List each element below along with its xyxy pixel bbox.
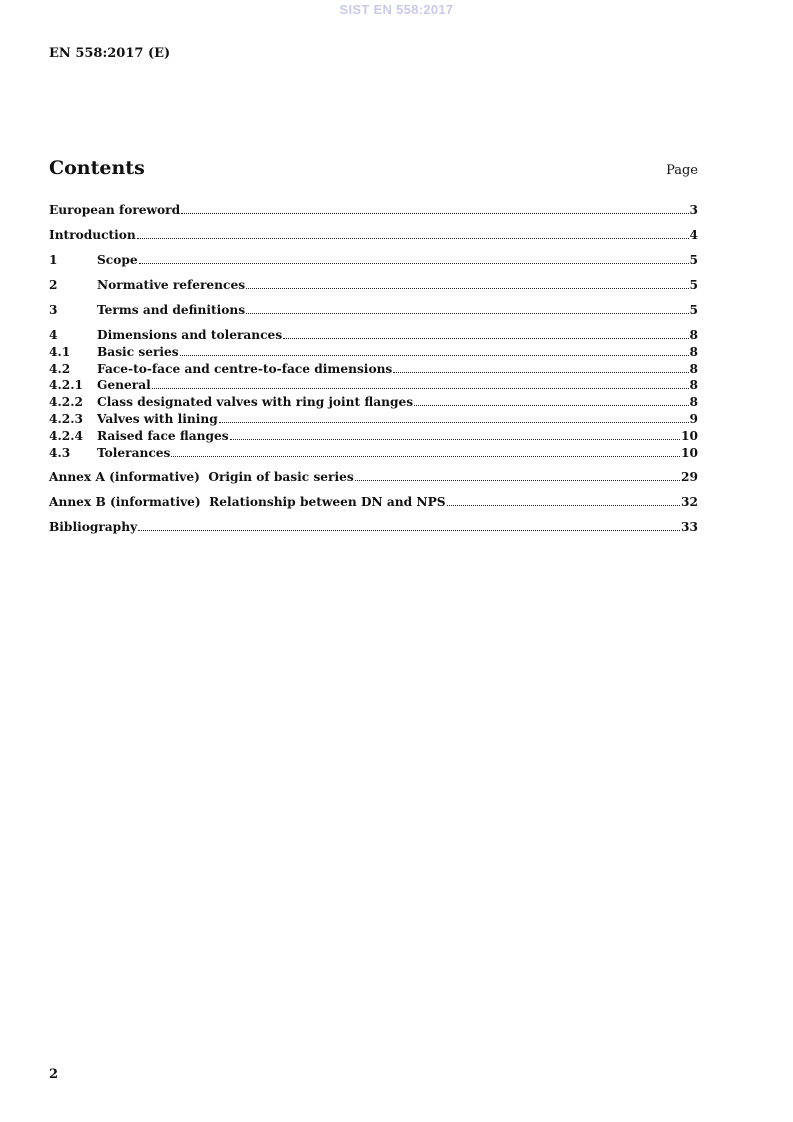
toc-entry-title: Annex A (informative) Origin of basic series <box>49 470 354 485</box>
toc-entry-number: 2 <box>49 277 58 292</box>
toc-entry-number: 3 <box>49 302 58 317</box>
leader-dots <box>181 201 688 214</box>
toc-entry[interactable] <box>49 201 698 218</box>
toc-entry-title: Basic series <box>97 344 179 359</box>
toc-entry-title: European foreword <box>49 203 181 217</box>
toc-entry-title: Class designated valves with ring joint flanges <box>97 395 414 410</box>
toc-entry-title: Introduction <box>49 227 136 242</box>
toc-entry[interactable] <box>49 410 698 427</box>
toc-entry-page: 33 <box>681 520 698 535</box>
leader-dots <box>138 518 680 531</box>
toc-entry-page: 10 <box>681 428 698 443</box>
toc-entry-page: 5 <box>689 252 698 267</box>
toc-entry[interactable] <box>49 468 698 485</box>
toc-entry[interactable] <box>49 251 698 268</box>
toc-entry[interactable] <box>49 518 698 535</box>
toc-entry-number: 4.3 <box>49 445 71 460</box>
document-id: EN 558:2017 (E) <box>49 46 171 61</box>
leader-dots <box>246 301 688 314</box>
toc-entry-title: Bibliography <box>49 520 138 535</box>
toc-entry-title: Tolerances <box>97 445 171 460</box>
toc-entry-number: 4.2.3 <box>49 411 83 426</box>
toc-entry[interactable] <box>49 493 698 510</box>
toc-entry[interactable] <box>49 326 698 343</box>
toc-entry[interactable] <box>49 276 698 293</box>
toc-entry-page: 5 <box>689 277 698 292</box>
toc-entry-page: 5 <box>689 302 698 317</box>
toc-entry[interactable] <box>49 226 698 243</box>
toc-entry-page: 32 <box>681 495 698 510</box>
leader-dots <box>393 360 688 373</box>
toc-entry-page: 10 <box>681 445 698 460</box>
toc-entry-page: 8 <box>689 327 698 342</box>
leader-dots <box>137 226 689 239</box>
toc-entry-page: 8 <box>689 378 698 393</box>
toc-entry-number: 4.2.2 <box>49 395 83 410</box>
toc-entry-number: 1 <box>49 252 58 267</box>
leader-dots <box>230 427 680 440</box>
toc-entry[interactable] <box>49 376 698 393</box>
toc-entry-title: Raised face flanges <box>97 428 229 443</box>
leader-dots <box>283 326 688 339</box>
toc-entry-page: 8 <box>689 344 698 359</box>
leader-dots <box>355 468 680 481</box>
toc-entry-number: 4.1 <box>49 344 71 359</box>
toc-entry[interactable] <box>49 301 698 318</box>
leader-dots <box>447 493 680 506</box>
toc-entry-number: 4.2 <box>49 361 71 376</box>
toc-entry-number: 4 <box>49 327 58 342</box>
leader-dots <box>139 251 689 264</box>
toc-entry-title: Normative references <box>97 277 246 292</box>
toc-entry-page: 8 <box>689 395 698 410</box>
toc-entry-title: Terms and definitions <box>97 302 246 317</box>
table-of-contents <box>49 201 698 535</box>
leader-dots <box>171 444 680 457</box>
toc-entry-title: General <box>97 378 151 393</box>
leader-dots <box>414 393 688 406</box>
toc-entry-title: Scope <box>97 252 138 267</box>
watermark-text: SIST EN 558:2017 <box>339 2 454 17</box>
toc-entry[interactable] <box>49 444 698 461</box>
page-column-label: Page <box>666 163 698 178</box>
toc-entry-title: Valves with lining <box>97 411 218 426</box>
toc-entry-title: Dimensions and tolerances <box>97 327 283 342</box>
contents-header <box>49 157 698 179</box>
toc-entry[interactable] <box>49 360 698 377</box>
toc-entry-title: Annex B (informative) Relationship between DN and NPS <box>49 495 446 510</box>
toc-entry-page: 4 <box>689 227 698 242</box>
toc-entry[interactable] <box>49 427 698 444</box>
toc-entry-page: 9 <box>689 411 698 426</box>
footer-page-number: 2 <box>49 1067 59 1082</box>
toc-entry-page: 8 <box>689 361 698 376</box>
toc-entry-page: 3 <box>689 203 698 217</box>
leader-dots <box>152 376 689 389</box>
toc-entry-page: 29 <box>681 470 698 485</box>
toc-entry-number: 4.2.4 <box>49 428 83 443</box>
leader-dots <box>246 276 688 289</box>
toc-entry-number: 4.2.1 <box>49 378 83 393</box>
toc-entry[interactable] <box>49 343 698 360</box>
leader-dots <box>219 410 689 423</box>
leader-dots <box>180 343 689 356</box>
toc-entry[interactable] <box>49 393 698 410</box>
contents-title: Contents <box>49 157 145 179</box>
toc-entry-title: Face-to-face and centre-to-face dimensions <box>97 361 393 376</box>
